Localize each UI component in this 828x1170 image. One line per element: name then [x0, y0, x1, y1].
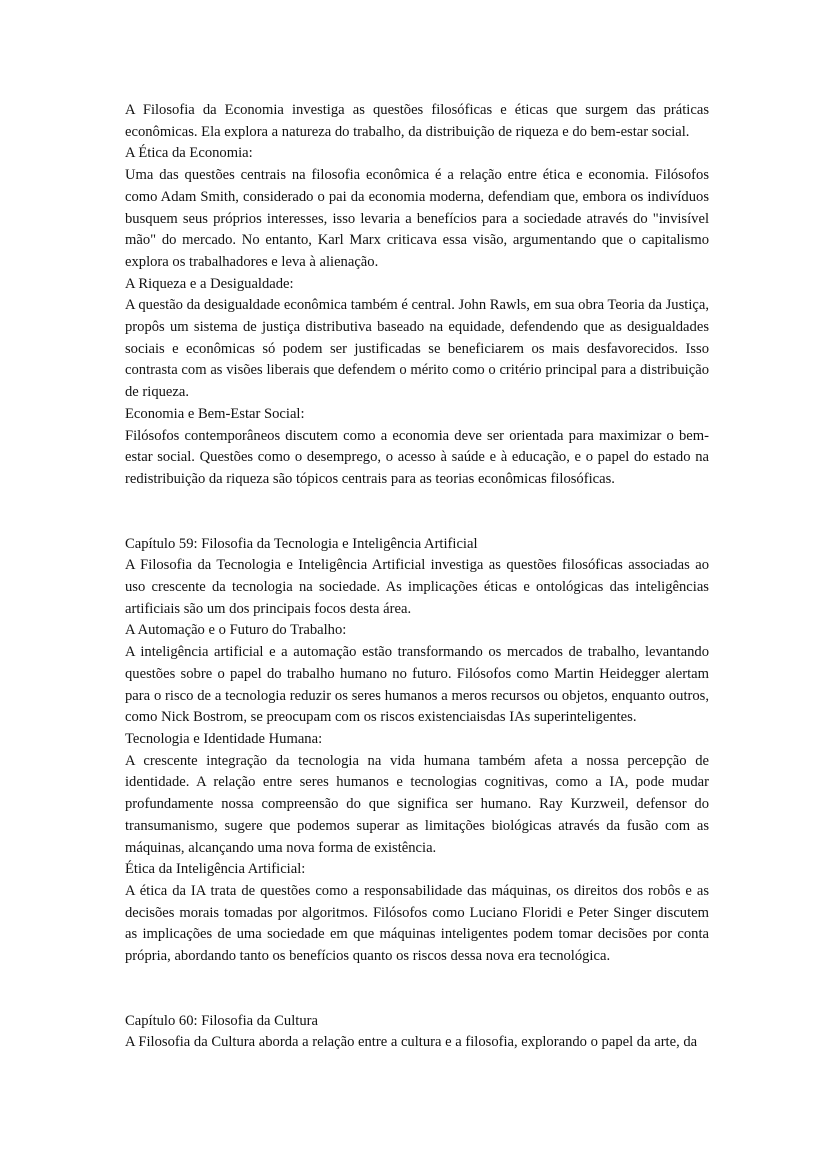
paragraph-bem-estar-social: Filósofos contemporâneos discutem como a economia deve ser orientada para maximizar o bem-estar social. Questões como o desemprego, o acesso à saúde e à educação, e o papel do estado na redistribuição da riqueza são tópicos centrais para as teorias econômicas filosóficas.: [125, 427, 709, 487]
chapter-title-59: Capítulo 59: Filosofia da Tecnologia e Inteligência Artificial: [125, 535, 478, 552]
subheading-etica-economia: A Ética da Economia:: [125, 145, 253, 162]
paragraph-intro-economia: A Filosofia da Economia investiga as questões filosóficas e éticas que surgem das práticas econômicas. Ela explora a natureza do trabalho, da distribuição de riqueza e do bem-estar social.: [125, 102, 709, 140]
paragraph-identidade-humana: A crescente integração da tecnologia na vida humana também afeta a nossa percepção de identidade. A relação entre seres humanos e tecnologias cognitivas, como a IA, pode mudar profundamente nossa compreensão do que significa ser humano. Ray Kurzweil, defensor do transumanismo, sugere que podemos superar as limitações biológicas através da fusão com as máquinas, alcançando uma nova forma de existência.: [125, 752, 709, 856]
chapter-title-60: Capítulo 60: Filosofia da Cultura: [125, 1012, 318, 1029]
subheading-bem-estar-social: Economia e Bem-Estar Social:: [125, 405, 305, 422]
paragraph-riqueza-desigualdade: A questão da desigualdade econômica também é central. John Rawls, em sua obra Teoria da Justiça, propôs um sistema de justiça distributiva baseado na equidade, defendendo que as desigualdades sociais e econômicas só podem ser justificadas se beneficiarem os mais desfavorecidos. Isso contrasta com as visões liberais que defendem o mérito como o critério principal para a distribuição de riqueza.: [125, 297, 709, 401]
subheading-etica-ia: Ética da Inteligência Artificial:: [125, 861, 306, 878]
paragraph-etica-ia: A ética da IA trata de questões como a responsabilidade das máquinas, os direitos dos robôs e as decisões morais tomadas por algoritmos. Filósofos como Luciano Floridi e Peter Singer discutem as implicações de uma sociedade em que máquinas inteligentes podem tomar decisões por conta própria, abordando tanto os benefícios quanto os riscos dessa nova era tecnológica.: [125, 882, 709, 965]
paragraph-etica-economia: Uma das questões centrais na filosofia econômica é a relação entre ética e economia. Filósofos como Adam Smith, considerado o pai da economia moderna, defendiam que, embora os indivíduos busquem seus próprios interesses, isso levaria a benefícios para a sociedade através do "invisível mão" do mercado. No entanto, Karl Marx criticava essa visão, argumentando que o capitalismo explora os trabalhadores e leva à alienação.: [125, 167, 709, 270]
section-economia: [125, 100, 709, 491]
paragraph-automacao: A inteligência artificial e a automação estão transformando os mercados de trabalho, levantando questões sobre o papel do trabalho humano no futuro. Filósofos como Martin Heidegger alertam para o risco de a tecnologia reduzir os seres humanos a meros recursos ou objetos, enquanto outros, como Nick Bostrom, se preocupam com os riscos existenciaisdas IAs superinteligentes.: [125, 644, 709, 726]
section-capitulo-60: [125, 1011, 709, 1054]
subheading-riqueza-desigualdade: A Riqueza e a Desigualdade:: [125, 275, 294, 292]
subheading-automacao: A Automação e o Futuro do Trabalho:: [125, 622, 347, 639]
section-capitulo-59: [125, 534, 709, 968]
subheading-identidade-humana: Tecnologia e Identidade Humana:: [125, 730, 323, 747]
chapter-spacer: [125, 968, 709, 1011]
paragraph-intro-tecnologia: A Filosofia da Tecnologia e Inteligência Artificial investiga as questões filosóficas associadas ao uso crescente da tecnologia na sociedade. As implicações éticas e ontológicas das inteligências artificiais são um dos principais focos desta área.: [125, 557, 709, 617]
paragraph-intro-cultura: A Filosofia da Cultura aborda a relação entre a cultura e a filosofia, explorando o papel da arte, da: [125, 1034, 698, 1051]
chapter-spacer: [125, 491, 709, 534]
